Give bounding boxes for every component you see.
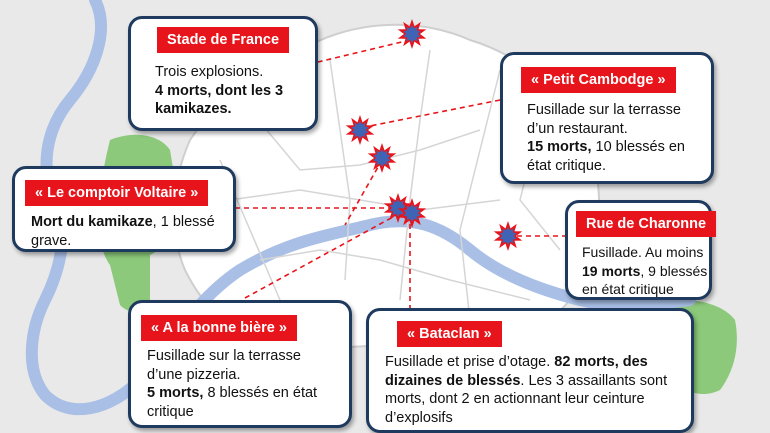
line bbox=[582, 262, 714, 281]
line-part: Fusillade sur la terrasse bbox=[527, 102, 681, 118]
line-part: 5 morts, bbox=[147, 385, 204, 401]
line bbox=[385, 353, 695, 372]
line: Trois explosions. bbox=[155, 64, 264, 80]
line-part: grave. bbox=[31, 232, 72, 249]
body-bataclan bbox=[385, 353, 695, 427]
callout-rue-de-charonne bbox=[565, 200, 712, 300]
callout-stade-de-france bbox=[128, 16, 318, 131]
line bbox=[527, 157, 713, 176]
callout-comptoir-voltaire bbox=[12, 166, 236, 252]
callout-bonne-biere bbox=[128, 300, 352, 428]
line bbox=[31, 232, 236, 251]
line: 4 morts, dont les 3 bbox=[155, 82, 284, 99]
line bbox=[147, 384, 352, 403]
tag-petit-cambodge: « Petit Cambodge » bbox=[521, 67, 676, 93]
line bbox=[582, 280, 714, 299]
body-bonne-biere bbox=[147, 347, 352, 421]
line bbox=[385, 372, 695, 391]
body-rue-de-charonne bbox=[582, 243, 714, 299]
line-part: Fusillade. Au moins bbox=[582, 244, 704, 260]
body-stade-de-france bbox=[155, 63, 315, 119]
line-part: 15 morts, bbox=[527, 139, 592, 155]
line-part: critique bbox=[147, 403, 194, 420]
line-part: 10 blessés en bbox=[591, 139, 685, 155]
line bbox=[147, 347, 352, 366]
line-part: . Les 3 assaillants sont bbox=[520, 372, 668, 389]
line-part: 19 morts bbox=[582, 262, 641, 279]
line bbox=[582, 243, 714, 262]
line-part: d’un restaurant. bbox=[527, 120, 628, 137]
tag-bataclan: « Bataclan » bbox=[397, 321, 502, 347]
tag-rue-de-charonne: Rue de Charonne bbox=[576, 211, 716, 237]
line-part: état critique. bbox=[527, 157, 606, 174]
line-part: Fusillade sur la terrasse bbox=[147, 348, 301, 364]
line bbox=[385, 409, 695, 428]
callout-petit-cambodge bbox=[500, 52, 714, 184]
line-part: 8 blessés en état bbox=[203, 385, 318, 401]
line: kamikazes. bbox=[155, 101, 232, 117]
callout-bataclan bbox=[366, 308, 694, 433]
tag-comptoir-voltaire: « Le comptoir Voltaire » bbox=[25, 180, 208, 206]
line-part: d’une pizzeria. bbox=[147, 366, 241, 383]
body-comptoir-voltaire bbox=[31, 213, 236, 250]
line bbox=[31, 213, 236, 232]
line bbox=[527, 138, 713, 157]
line-part: , 1 blessé bbox=[152, 214, 215, 230]
line-part: 82 morts, des bbox=[554, 354, 648, 370]
tag-stade-de-france: Stade de France bbox=[157, 27, 289, 53]
body-petit-cambodge bbox=[527, 101, 713, 175]
line-part: en état critique bbox=[582, 281, 674, 297]
line bbox=[385, 390, 695, 409]
line bbox=[147, 403, 352, 422]
line-part: , 9 blessés bbox=[640, 262, 708, 279]
line-part: d’explosifs bbox=[385, 409, 453, 426]
line bbox=[527, 120, 713, 139]
line-part: morts, dont 2 en actionnant leur ceinture bbox=[385, 391, 645, 407]
line bbox=[527, 101, 713, 120]
line-part: Mort du kamikaze bbox=[31, 214, 153, 230]
tag-bonne-biere: « A la bonne bière » bbox=[141, 315, 297, 341]
line-part: Fusillade et prise d’otage. bbox=[385, 354, 555, 370]
line bbox=[147, 366, 352, 385]
line-part: dizaines de blessés bbox=[385, 372, 521, 389]
